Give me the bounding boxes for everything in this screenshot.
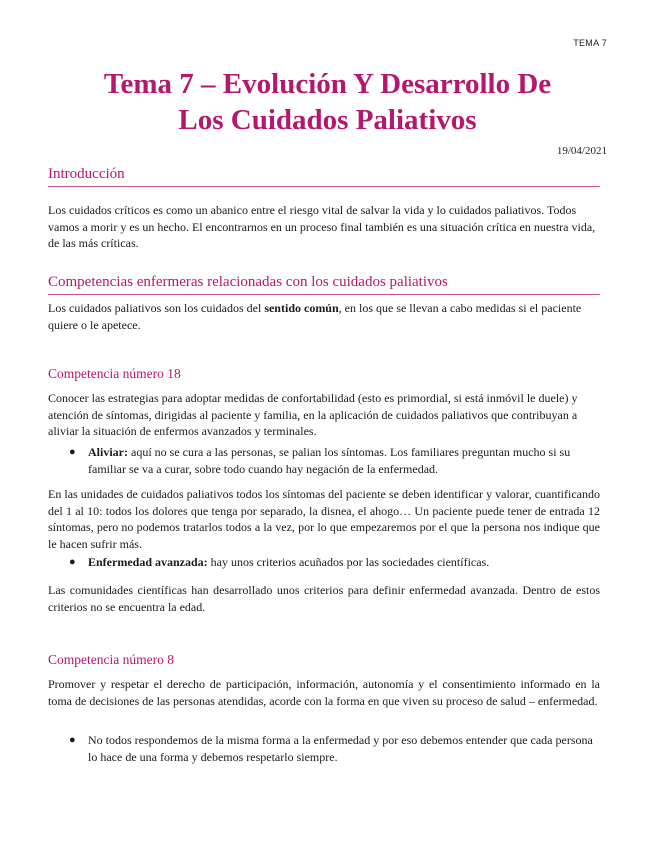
sintomas-paragraph: En las unidades de cuidados paliativos todos los síntomas del paciente se deben identificar y valorar, cuantificando del 1 al 10: todos los dolores que tenga por separado, la disnea, el ahogo… Un paciente puede tener de entrada 12 síntomas, pero no podemos tratarlos todos a la vez, por lo que empezaremos por el que la persona nos indique que le hacen sufrir más. [48,487,600,551]
competencia-18-paragraph: Conocer las estrategias para adoptar medidas de confortabilidad (esto es primordial, si está inmóvil le duele) y atención de síntomas, dirigidas al paciente y familia, en la aplicación de cuidados paliativos que contribuyan a aliviar la situación de enfermos avanzados y terminales. [48,391,578,438]
competencia-8-paragraph: Promover y respetar el derecho de participación, información, autonomía y el consentimiento informado en la toma de decisiones de las personas atendidas, acorde con la forma en que viven su proceso de salud – enfermedad. [48,677,600,708]
competencias-text-pre: Los cuidados paliativos son los cuidados del [48,301,265,315]
bullet-aliviar-text: aquí no se cura a las personas, se palian los síntomas. Los familiares preguntan mucho si su familiar se va a curar, sobre todo cuando hay negación de la enfermedad. [88,445,571,476]
competencias-text-post: , en los que se llevan a cabo medidas si el paciente quiere o le apetece. [48,301,582,332]
bullet-dot: ● [69,556,76,568]
bullet-dot: ● [69,734,76,746]
intro-paragraph: Los cuidados críticos es como un abanico entre el riesgo vital de salvar la vida y lo cuidados paliativos. Todos vamos a morir y es un hecho. El encontrarnos en un proceso final también es una situación crítica en nuestra vida, de las más críticas. [48,203,596,250]
document-title [48,66,607,138]
bullet-respuesta [69,732,600,765]
document-date: 19/04/2021 [556,145,607,157]
bullet-aliviar-label: Aliviar: [88,445,128,459]
heading-competencia-18: Competencia número 18 [48,366,181,381]
heading-introduccion: Introducción [48,166,600,187]
bullet-respuesta-text: No todos respondemos de la misma forma a la enfermedad y por eso debemos entender que cada persona lo hace de una forma y debemos respetarlo siempre. [88,733,593,764]
bullet-dot: ● [69,446,76,458]
title-line-2: Los Cuidados Paliativos [178,104,477,136]
heading-competencia-8: Competencia número 8 [48,652,174,667]
header-tag: TEMA 7 [573,38,607,48]
bullet-enfermedad-text: hay unos criterios acuñados por las sociedades científicas. [207,555,490,569]
bullet-enfermedad-avanzada [69,554,600,571]
title-line-1: Tema 7 – Evolución Y Desarrollo De [103,68,552,100]
bullet-enfermedad-label: Enfermedad avanzada: [88,555,208,569]
criterios-paragraph: Las comunidades científicas han desarrollado unos criterios para definir enfermedad avanzada. Dentro de estos criterios no se encuentra la edad. [48,583,600,614]
bullet-aliviar [69,444,600,477]
heading-competencias: Competencias enfermeras relacionadas con los cuidados paliativos [48,274,600,295]
competencias-paragraph [48,300,600,333]
sentido-comun-bold: sentido común [264,301,339,315]
